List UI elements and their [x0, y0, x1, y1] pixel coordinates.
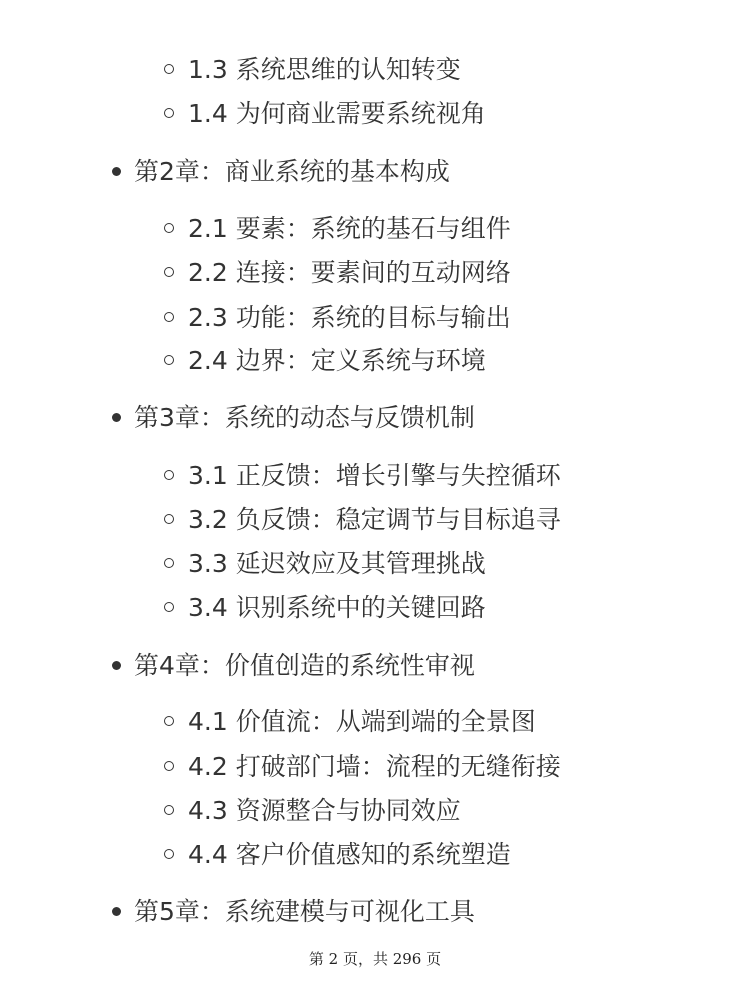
disc-bullet-icon [112, 907, 121, 916]
toc-section-item [188, 96, 486, 132]
toc-chapter-item [134, 400, 475, 436]
toc-section-item [188, 255, 511, 291]
toc-item-text: 3.2 负反馈：稳定调节与目标追寻 [188, 505, 561, 534]
circle-bullet-icon [164, 64, 174, 74]
toc-section-item [188, 590, 486, 626]
toc-chapter-item [134, 154, 450, 190]
toc-section-item [188, 211, 511, 247]
circle-bullet-icon [164, 558, 174, 568]
toc-section-item [188, 502, 561, 538]
circle-bullet-icon [164, 602, 174, 612]
circle-bullet-icon [164, 849, 174, 859]
circle-bullet-icon [164, 108, 174, 118]
toc-item-text: 2.2 连接：要素间的互动网络 [188, 258, 511, 287]
page-number-footer: 第 2 页，共 296 页 [308, 950, 442, 968]
toc-item-text: 4.2 打破部门墙：流程的无缝衔接 [188, 752, 561, 781]
toc-item-text: 1.3 系统思维的认知转变 [188, 55, 461, 84]
toc-item-text: 3.3 延迟效应及其管理挑战 [188, 549, 486, 578]
toc-section-item [188, 793, 461, 829]
toc-item-text: 第2章：商业系统的基本构成 [134, 157, 450, 186]
toc-section-item [188, 837, 511, 873]
toc-section-item [188, 300, 511, 336]
toc-section-item [188, 546, 486, 582]
circle-bullet-icon [164, 355, 174, 365]
toc-item-text: 4.4 客户价值感知的系统塑造 [188, 840, 511, 869]
toc-item-text: 第5章：系统建模与可视化工具 [134, 897, 475, 926]
toc-item-text: 4.1 价值流：从端到端的全景图 [188, 707, 536, 736]
toc-section-item [188, 704, 536, 740]
circle-bullet-icon [164, 716, 174, 726]
toc-item-text: 2.3 功能：系统的目标与输出 [188, 303, 511, 332]
circle-bullet-icon [164, 267, 174, 277]
disc-bullet-icon [112, 167, 121, 176]
toc-item-text: 1.4 为何商业需要系统视角 [188, 99, 486, 128]
toc-item-text: 2.4 边界：定义系统与环境 [188, 346, 486, 375]
toc-section-item [188, 749, 561, 785]
disc-bullet-icon [112, 661, 121, 670]
circle-bullet-icon [164, 470, 174, 480]
circle-bullet-icon [164, 223, 174, 233]
toc-item-text: 第4章：价值创造的系统性审视 [134, 651, 475, 680]
circle-bullet-icon [164, 805, 174, 815]
circle-bullet-icon [164, 312, 174, 322]
circle-bullet-icon [164, 761, 174, 771]
toc-item-text: 3.1 正反馈：增长引擎与失控循环 [188, 461, 561, 490]
toc-section-item [188, 52, 461, 88]
disc-bullet-icon [112, 413, 121, 422]
circle-bullet-icon [164, 514, 174, 524]
toc-item-text: 4.3 资源整合与协同效应 [188, 796, 461, 825]
toc-chapter-item [134, 648, 475, 684]
toc-item-text: 3.4 识别系统中的关键回路 [188, 593, 486, 622]
toc-section-item [188, 343, 486, 379]
toc-section-item [188, 458, 561, 494]
toc-item-text: 2.1 要素：系统的基石与组件 [188, 214, 511, 243]
toc-chapter-item [134, 894, 475, 930]
toc-item-text: 第3章：系统的动态与反馈机制 [134, 403, 475, 432]
